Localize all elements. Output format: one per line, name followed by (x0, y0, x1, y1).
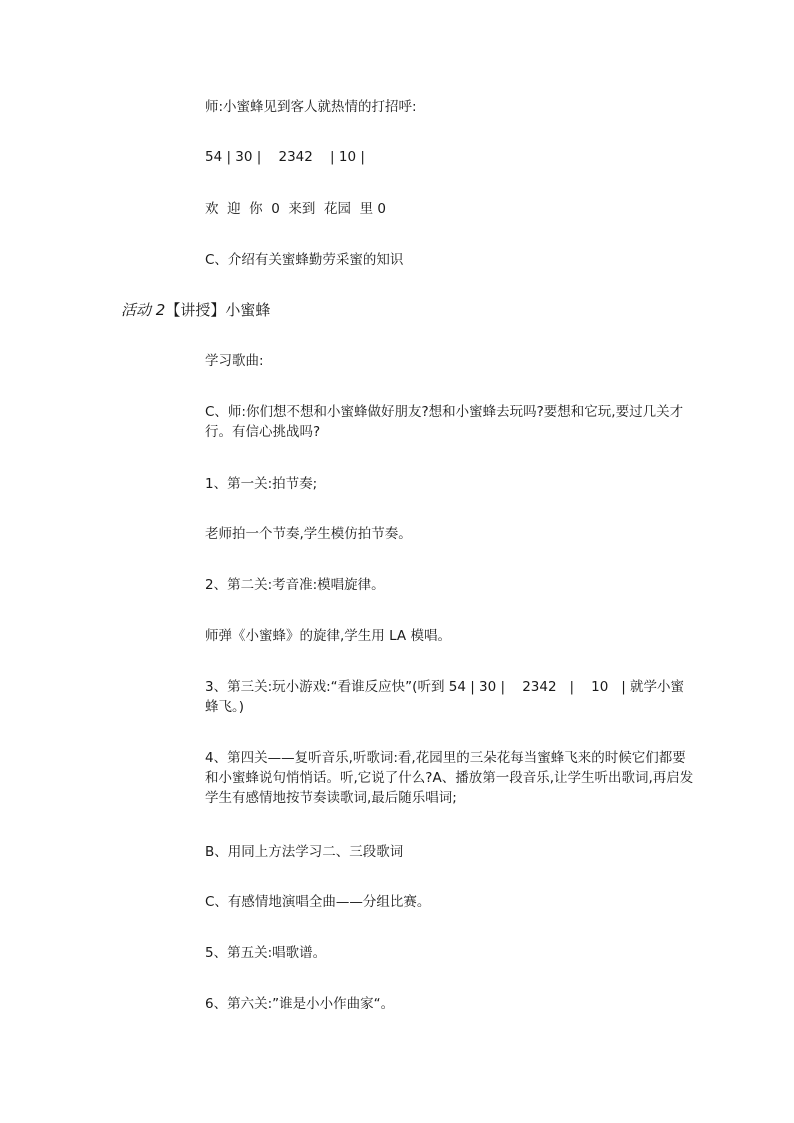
level-five-line: 5、第五关:唱歌谱。 (205, 945, 327, 961)
step-c-line: C、有感情地演唱全曲——分组比赛。 (205, 894, 431, 910)
level-three-paragraph: 3、第三关:玩小游戏:“看谁反应快”(听到 54 | 30 | 2342 | 10 | 就学小蜜蜂飞。) (205, 679, 685, 715)
bee-knowledge-line: C、介绍有关蜜蜂勤劳采蜜的知识 (205, 252, 404, 268)
rhythm-notation-line: 54 | 30 | 2342 | 10 | (205, 149, 365, 165)
teacher-question-paragraph: C、师:你们想不想和小蜜蜂做好朋友?想和小蜜蜂去玩吗?要想和它玩,要过几关才行。有信心挑战吗? (205, 404, 684, 440)
learn-song-line: 学习歌曲: (205, 353, 264, 369)
level-two-desc: 师弹《小蜜蜂》的旋律,学生用 LA 模唱。 (205, 628, 451, 644)
activity-heading (121, 300, 270, 320)
level-four-paragraph: 4、第四关——复听音乐,听歌词:看,花园里的三朵花每当蜜蜂飞来的时候它们都要和小蜜蜂说句悄悄话。听,它说了什么?A、播放第一段音乐,让学生听出歌词,再启发学生有感情地按节奏读歌词,最后随乐唱词; (205, 750, 694, 806)
level-one-desc: 老师拍一个节奏,学生模仿拍节奏。 (205, 526, 412, 542)
level-six-line: 6、第六关:”谁是小小作曲家“。 (205, 996, 395, 1012)
level-two-line: 2、第二关:考音准:模唱旋律。 (205, 577, 385, 593)
activity-heading-prefix: 活动 2 (121, 301, 166, 319)
activity-heading-title: 【讲授】小蜜蜂 (165, 301, 271, 319)
level-one-line: 1、第一关:拍节奏; (205, 476, 318, 492)
lyrics-line: 欢 迎 你 0 来到 花园 里 0 (205, 201, 386, 217)
step-b-line: B、用同上方法学习二、三段歌词 (205, 844, 404, 860)
teacher-greeting-line: 师:小蜜蜂见到客人就热情的打招呼: (205, 99, 417, 115)
